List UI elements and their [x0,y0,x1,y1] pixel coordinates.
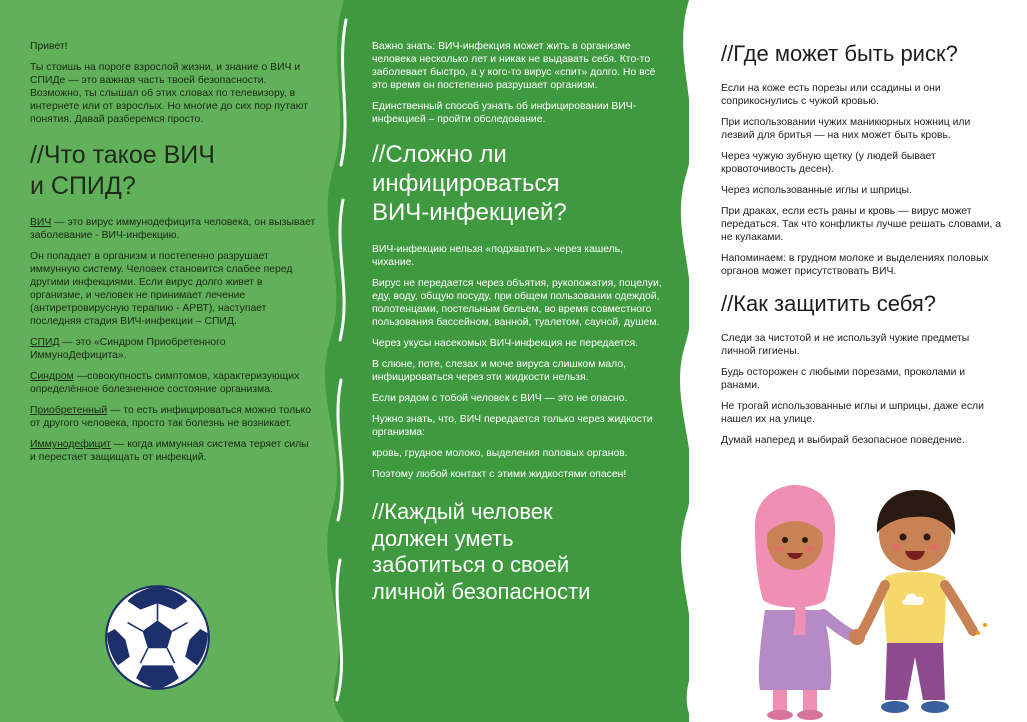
transmission-item: Если рядом с тобой человек с ВИЧ — это не опасно. [372,393,628,404]
protect-item: Думай наперед и выбирай безопасное поведение. [721,435,965,446]
heading-is-it-hard [372,140,662,227]
term-acquired: Приобретенный [30,405,108,416]
hiv-progression: Он попадает в организм и постепенно разрушает иммунную систему. Человек становится слабее перед другими инфекциями. Если вирус долго живет в организме, и человек не принимает лечение (антиретровирусную терапию - АРВТ), наступает последняя стадия ВИЧ-инфекции – СПИД. [30,251,293,327]
syndrome-definition [30,370,316,396]
def-text: — когда иммунная система теряет силы и перестает защищать от инфекций. [30,439,309,463]
heading-line: заботиться о своей [372,552,570,577]
protect-item: Следи за чистотой и не используй чужие предметы личной гигиены. [721,333,970,357]
boy-figure [860,490,987,713]
term-immunodeficiency: Иммунодефицит [30,439,112,450]
transmission-item: Поэтому любой контакт с этими жидкостями опасен! [372,469,627,480]
term-syndrome: Синдром [30,371,74,382]
protect-item: Не трогай использованные иглы и шприцы, даже если нашел их на улице. [721,401,984,425]
heading-line: //Сложно ли [372,141,507,168]
important-note: Важно знать: ВИЧ-инфекция может жить в организме человека несколько лет и никак не выдавать себя. Кто-то заболевает быстро, а у кого-то вирус «спит» долго. Но всё это время он постепенно разрушает организм. [372,41,656,91]
transmission-item: Нужно знать, что, ВИЧ передается только через жидкости организма: [372,414,653,438]
def-text: — это «Синдром Приобретенного ИммуноДефицита». [30,337,226,361]
heading-line: должен уметь [372,525,514,551]
risk-item: При использовании чужих маникюрных ножниц или лезвий для бритья — на них может быть кровь. [721,117,971,141]
heading-what-is-hiv [30,140,316,202]
heading-line: //Каждый человек [372,499,553,524]
term-hiv: ВИЧ [30,217,52,228]
soccer-ball-icon [104,584,211,691]
protect-item: Будь осторожен с любыми порезами, проколами и ранами. [721,367,966,391]
def-text: — это вирус иммунодефицита человека, он вызывает заболевание - ВИЧ-инфекцию. [30,217,316,241]
aids-definition [30,336,316,362]
heading-how-protect: //Как защитить себя? [721,291,936,316]
only-way-note: Единственный способ узнать об инфицировании ВИЧ-инфекцией – пройти обследование. [372,101,637,125]
panel3-content [721,40,1006,455]
risk-item: Через чужую зубную щетку (у людей бывает кровоточивость десен). [721,151,936,175]
transmission-item: кровь, грудное молоко, выделения половых органов. [372,448,628,459]
hiv-definition [30,216,316,242]
panel2-content [372,40,662,605]
heading-line: и СПИД? [30,172,136,200]
transmission-item: Вирус не передается через объятия, рукопожатия, поцелуи, еду, воду, общую посуду, при общем пользовании одеждой, полотенцами, постельным бельем, во время совместного пользования бассейном, ванной, туалетом, сауной, душем. [372,278,662,328]
transmission-item: ВИЧ-инфекцию нельзя «подхватить» через кашель, чихание. [372,244,623,268]
risk-item: Напоминаем: в грудном молоке и выделениях половых органов может присутствовать ВИЧ. [721,253,989,277]
heading-line: инфицироваться [372,170,560,197]
intro-text: Ты стоишь на пороге взрослой жизни, и знание о ВИЧ и СПИДе — это важная часть твоей безопасности. Возможно, ты слышал об этих словах по телевизору, в интернете или от взрослых. Но многие до сих пор путают понятия. Давай разберемся просто. [30,62,308,125]
def-text: —совокупность симптомов, характеризующих определённое болезненное состояние организма. [30,371,300,395]
panel1-content [30,40,316,472]
acquired-definition [30,404,316,430]
risk-item: Через использованные иглы и шприцы. [721,185,912,196]
heading-line: ВИЧ-инфекцией? [372,199,567,226]
heading-line: //Что такое ВИЧ [30,141,215,169]
immunodeficiency-definition [30,438,316,464]
greeting: Привет! [30,41,68,52]
def-text: — то есть инфицироваться можно только от другого человека, просто так болезнь не возникает. [30,405,311,429]
risk-item: Если на коже есть порезы или ссадины и они соприкоснулись с чужой кровью. [721,83,941,107]
risk-item: При драках, если есть раны и кровь — вирус может передаться. Так что конфликты лучше решать словами, а не кулаками. [721,206,1002,243]
heading-where-risk: //Где может быть риск? [721,41,958,66]
girl-figure [755,485,855,720]
closing-statement [372,499,662,605]
children-illustration [735,485,995,722]
transmission-item: Через укусы насекомых ВИЧ-инфекция не передается. [372,338,639,349]
transmission-item: В слюне, поте, слезах и моче вируса слишком мало, инфицироваться через эти жидкости нельзя. [372,359,626,383]
term-aids: СПИД [30,337,60,348]
heading-line: личной безопасности [372,578,591,604]
